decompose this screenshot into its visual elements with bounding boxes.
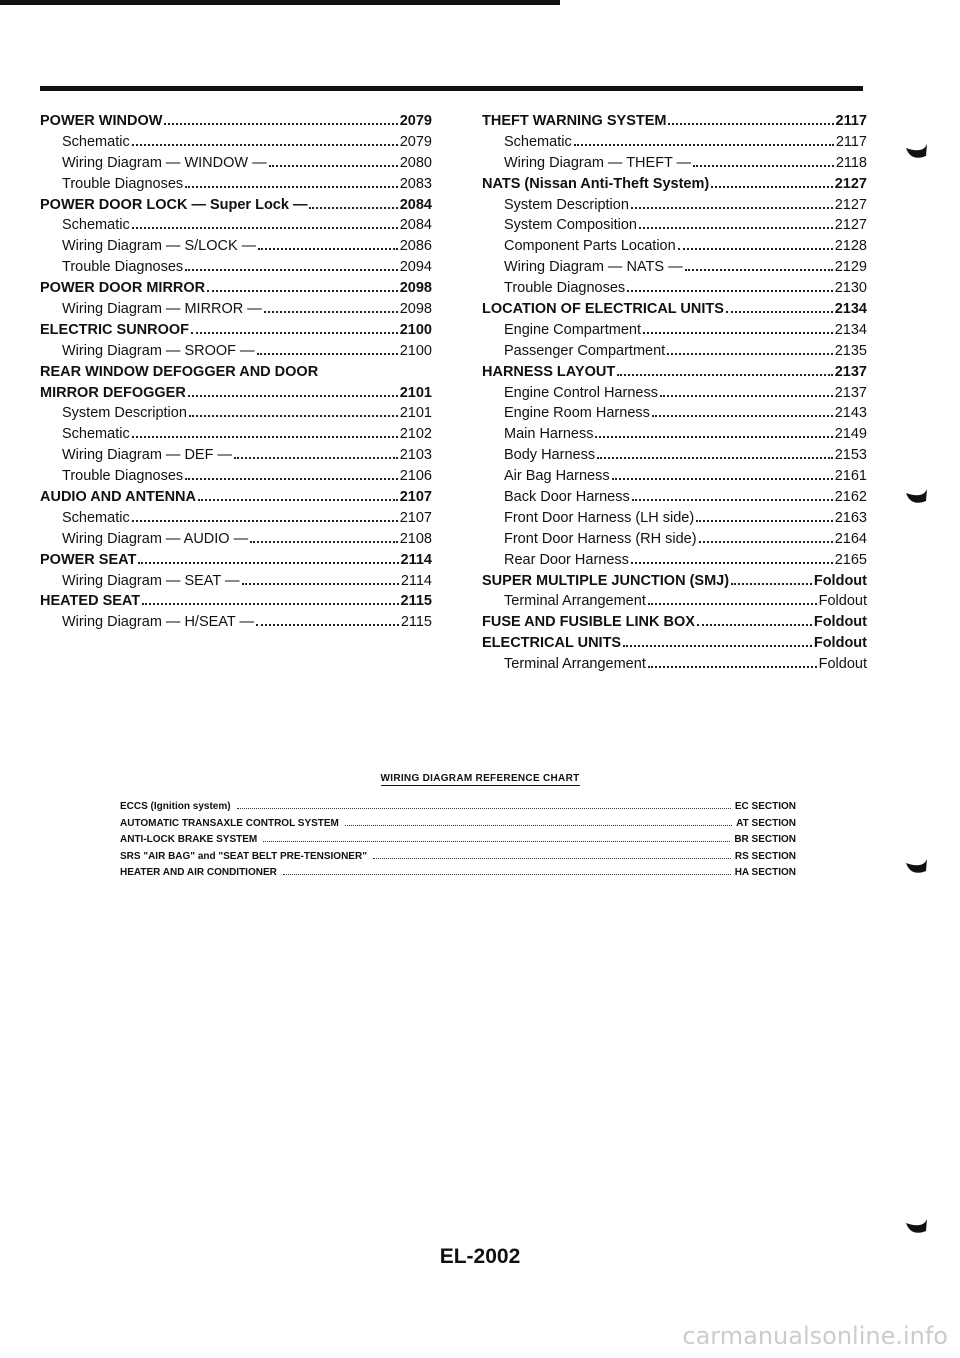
toc-entry-title: Engine Compartment — [504, 321, 642, 338]
toc-entry-page: Foldout — [813, 635, 867, 652]
dot-leader — [256, 624, 399, 626]
binding-mark-icon — [903, 138, 929, 164]
toc-entry — [40, 489, 432, 510]
toc-entry — [40, 531, 432, 552]
toc-entry-page: Foldout — [818, 593, 867, 610]
toc-entry-title: Engine Control Harness — [504, 384, 658, 401]
toc-entry-page: 2162 — [834, 489, 867, 506]
toc-entry-title: THEFT WARNING SYSTEM — [482, 113, 667, 129]
toc-entry — [40, 468, 432, 489]
toc-entry-page: 2084 — [399, 217, 432, 234]
toc-entry — [40, 238, 432, 259]
toc-entry-page: 2100 — [399, 342, 432, 359]
toc-entry-page: 2118 — [835, 154, 867, 171]
toc-entry — [40, 510, 432, 531]
toc-entry-title: Wiring Diagram — SEAT — — [62, 572, 240, 589]
toc-entry-title: Passenger Compartment — [504, 342, 666, 359]
toc-entry-page: 2117 — [835, 133, 867, 150]
toc-entry-page: 2165 — [834, 551, 867, 568]
dot-leader — [207, 290, 398, 292]
toc-entry — [40, 176, 432, 197]
toc-entry — [482, 405, 867, 426]
reference-row — [120, 818, 796, 835]
reference-chart-title: WIRING DIAGRAM REFERENCE CHART — [380, 773, 580, 784]
toc-entry-title: Component Parts Location — [504, 238, 676, 255]
reference-section: EC SECTION — [734, 801, 796, 812]
toc-entry-title: Wiring Diagram — AUDIO — — [62, 530, 249, 547]
dot-leader — [189, 415, 398, 417]
toc-entry — [40, 552, 432, 573]
toc-right-column — [482, 113, 867, 677]
dot-leader — [132, 227, 398, 229]
dot-leader — [667, 353, 833, 355]
toc-entry — [40, 197, 432, 218]
toc-entry-title: Rear Door Harness — [504, 551, 629, 568]
toc-entry-title: Wiring Diagram — THEFT — — [504, 154, 692, 171]
toc-entry-title: Wiring Diagram — S/LOCK — — [62, 238, 257, 255]
toc-entry — [482, 635, 867, 656]
toc-entry-title: Trouble Diagnoses — [62, 175, 184, 192]
toc-entry — [482, 593, 867, 614]
dot-leader — [185, 478, 398, 480]
toc-entry-page: 2127 — [834, 217, 867, 234]
dot-leader — [264, 311, 398, 313]
reference-section: BR SECTION — [734, 834, 796, 845]
toc-entry-title: Main Harness — [504, 426, 594, 443]
toc-entry — [482, 259, 867, 280]
toc-entry — [482, 385, 867, 406]
toc-entry — [482, 301, 867, 322]
toc-entry — [482, 343, 867, 364]
toc-entry — [40, 280, 432, 301]
toc-entry-title: POWER WINDOW — [40, 113, 163, 129]
toc-entry-page: 2083 — [399, 175, 432, 192]
toc-entry — [482, 552, 867, 573]
toc-entry-page: 2094 — [399, 259, 432, 276]
toc-entry-title: POWER SEAT — [40, 551, 137, 568]
toc-entry-title: SUPER MULTIPLE JUNCTION (SMJ) — [482, 572, 730, 589]
toc-entry — [40, 614, 432, 635]
toc-entry — [40, 155, 432, 176]
toc-entry — [40, 405, 432, 426]
dot-leader — [234, 457, 398, 459]
dot-leader — [132, 520, 398, 522]
reference-row — [120, 867, 796, 884]
toc-entry-title: NATS (Nissan Anti-Theft System) — [482, 175, 710, 192]
toc-entry-title: Wiring Diagram — NATS — — [504, 259, 683, 276]
toc-left-column — [40, 113, 432, 635]
dot-leader — [693, 165, 834, 167]
toc-entry-title: POWER DOOR LOCK — Super Lock — — [40, 196, 308, 213]
dot-leader — [309, 207, 397, 209]
toc-entry — [482, 322, 867, 343]
toc-entry — [482, 447, 867, 468]
toc-entry-page: 2135 — [834, 342, 867, 359]
dot-leader — [198, 499, 398, 501]
toc-entry — [482, 238, 867, 259]
toc-entry-title: Air Bag Harness — [504, 468, 610, 485]
toc-entry-title: LOCATION OF ELECTRICAL UNITS — [482, 301, 724, 318]
dot-leader — [631, 562, 833, 564]
toc-entry-title: HEATED SEAT — [40, 593, 141, 610]
dot-leader — [258, 248, 398, 250]
dot-leader — [697, 624, 812, 626]
dot-leader — [185, 269, 398, 271]
toc-entry-title: Schematic — [504, 133, 572, 150]
dot-leader — [648, 666, 817, 668]
dot-leader — [711, 186, 833, 188]
toc-entry — [482, 468, 867, 489]
toc-entry-title: Trouble Diagnoses — [504, 280, 626, 297]
toc-entry-title: POWER DOOR MIRROR — [40, 280, 206, 297]
binding-mark-icon — [903, 1213, 929, 1239]
page-number: EL-2002 — [439, 1245, 521, 1268]
reference-row — [120, 851, 796, 868]
toc-entry-page: 2100 — [399, 321, 432, 338]
dot-leader — [188, 395, 398, 397]
toc-entry-page: 2107 — [399, 489, 432, 506]
toc-entry-title: System Composition — [504, 217, 637, 234]
toc-entry-title: Wiring Diagram — WINDOW — — [62, 154, 267, 171]
toc-entry — [482, 113, 867, 134]
dot-leader — [685, 269, 833, 271]
toc-entry-page: 2134 — [834, 301, 867, 318]
dot-leader — [617, 374, 833, 376]
toc-entry — [482, 489, 867, 510]
toc-entry-title: Wiring Diagram — SROOF — — [62, 342, 255, 359]
toc-entry — [482, 280, 867, 301]
toc-entry-page: 2108 — [399, 530, 432, 547]
top-edge-rule — [0, 0, 560, 5]
toc-entry-page: 2127 — [834, 175, 867, 192]
dot-leader — [612, 478, 833, 480]
reference-label: AUTOMATIC TRANSAXLE CONTROL SYSTEM — [120, 817, 339, 829]
dot-leader — [242, 583, 399, 585]
toc-entry — [482, 510, 867, 531]
dot-leader — [639, 227, 833, 229]
dot-leader — [345, 825, 732, 826]
dot-leader — [627, 290, 833, 292]
toc-entry-title: MIRROR DEFOGGER — [40, 384, 186, 401]
toc-entry — [482, 217, 867, 238]
toc-entry — [40, 426, 432, 447]
reference-section: AT SECTION — [736, 817, 796, 829]
toc-entry-page: 2137 — [834, 363, 867, 380]
toc-entry-page: 2114 — [400, 572, 432, 589]
toc-entry-title: Schematic — [62, 217, 130, 234]
toc-entry-title: System Description — [504, 196, 629, 213]
dot-leader — [696, 520, 833, 522]
toc-entry-page: 2137 — [834, 384, 867, 401]
toc-entry-page: 2143 — [834, 405, 867, 422]
toc-entry-page: 2079 — [399, 133, 432, 150]
toc-entry-title: Trouble Diagnoses — [62, 259, 184, 276]
toc-entry-page: Foldout — [813, 572, 867, 589]
dot-leader — [574, 144, 834, 146]
toc-entry-title: AUDIO AND ANTENNA — [40, 489, 197, 506]
toc-entry-title: ELECTRIC SUNROOF — [40, 321, 190, 338]
toc-entry-page: 2134 — [834, 321, 867, 338]
toc-entry-title: Body Harness — [504, 447, 596, 464]
toc-entry — [482, 426, 867, 447]
dot-leader — [623, 645, 812, 647]
toc-entry-title: ELECTRICAL UNITS — [482, 635, 622, 652]
toc-entry-page: 2115 — [400, 593, 432, 610]
toc-entry-title: Wiring Diagram — MIRROR — — [62, 301, 262, 318]
dot-leader — [699, 541, 833, 543]
dot-leader — [595, 436, 832, 438]
toc-entry-page: 2102 — [399, 426, 432, 443]
dot-leader — [726, 311, 833, 313]
toc-entry-page: 2107 — [399, 509, 432, 526]
toc-entry — [40, 322, 432, 343]
toc-entry-title: Back Door Harness — [504, 489, 630, 506]
dot-leader — [283, 874, 731, 875]
toc-entry-page: 2086 — [399, 238, 432, 255]
binding-mark-icon — [903, 853, 929, 879]
dot-leader — [648, 603, 817, 605]
toc-entry — [482, 364, 867, 385]
toc-entry-page: 2084 — [399, 196, 432, 213]
toc-entry-title: System Description — [62, 405, 187, 422]
dot-leader — [237, 808, 731, 809]
toc-entry — [482, 656, 867, 677]
dot-leader — [678, 248, 833, 250]
toc-entry — [40, 134, 432, 155]
toc-entry — [482, 176, 867, 197]
toc-entry-title: Schematic — [62, 426, 130, 443]
toc-entry-page: Foldout — [818, 656, 867, 673]
toc-entry — [40, 447, 432, 468]
toc-entry — [482, 531, 867, 552]
toc-entry-title: FUSE AND FUSIBLE LINK BOX — [482, 614, 695, 631]
toc-entry-title: Schematic — [62, 509, 130, 526]
toc-entry-title: Wiring Diagram — H/SEAT — — [62, 614, 255, 631]
toc-entry-page: 2149 — [834, 426, 867, 443]
toc-entry — [482, 573, 867, 594]
dot-leader — [269, 165, 398, 167]
reference-label: SRS "AIR BAG" and "SEAT BELT PRE-TENSIONER" — [120, 850, 367, 862]
reference-chart — [120, 801, 796, 884]
dot-leader — [250, 541, 398, 543]
toc-entry-page: 2130 — [834, 280, 867, 297]
reference-label: ANTI-LOCK BRAKE SYSTEM — [120, 834, 258, 845]
toc-entry-page: 2128 — [834, 238, 867, 255]
toc-entry-title: Front Door Harness (LH side) — [504, 509, 695, 526]
toc-entry-page: 2103 — [399, 447, 432, 464]
toc-entry — [40, 259, 432, 280]
toc-entry-title: HARNESS LAYOUT — [482, 363, 616, 380]
dot-leader — [643, 332, 833, 334]
binding-mark-icon — [903, 483, 929, 509]
dot-leader — [597, 457, 833, 459]
reference-row — [120, 834, 796, 851]
dot-leader — [632, 499, 833, 501]
toc-entry-page: 2115 — [400, 614, 432, 631]
toc-entry-page: 2153 — [834, 447, 867, 464]
toc-entry — [482, 155, 867, 176]
toc-entry-page: 2079 — [399, 113, 432, 129]
toc-entry-page: 2114 — [400, 551, 432, 568]
reference-section: HA SECTION — [734, 867, 796, 878]
toc-entry-title: REAR WINDOW DEFOGGER AND DOOR — [40, 363, 319, 380]
dot-leader — [373, 858, 731, 859]
dot-leader — [191, 332, 398, 334]
reference-row — [120, 801, 796, 818]
toc-entry-page: 2101 — [399, 384, 432, 401]
toc-entry-title: Trouble Diagnoses — [62, 468, 184, 485]
dot-leader — [263, 841, 730, 842]
dot-leader — [132, 436, 398, 438]
dot-leader — [660, 395, 833, 397]
toc-entry — [40, 301, 432, 322]
reference-label: HEATER AND AIR CONDITIONER — [120, 867, 277, 878]
toc-entry-title: Front Door Harness (RH side) — [504, 530, 697, 547]
dot-leader — [631, 207, 833, 209]
dot-leader — [138, 562, 398, 564]
dot-leader — [132, 144, 398, 146]
toc-entry-page: 2161 — [834, 468, 867, 485]
toc-entry-page: 2163 — [834, 509, 867, 526]
toc-entry-title: Engine Room Harness — [504, 405, 650, 422]
dot-leader — [164, 123, 397, 125]
toc-entry-title: Terminal Arrangement — [504, 656, 646, 673]
toc-entry — [482, 197, 867, 218]
toc-entry-page: Foldout — [813, 614, 867, 631]
toc-entry — [40, 113, 432, 134]
toc-entry — [40, 364, 432, 385]
toc-entry-title: Schematic — [62, 133, 130, 150]
dot-leader — [257, 353, 398, 355]
toc-entry — [40, 573, 432, 594]
toc-entry-page: 2080 — [399, 154, 432, 171]
reference-label: ECCS (Ignition system) — [120, 801, 231, 812]
dot-leader — [142, 603, 398, 605]
reference-section: RS SECTION — [734, 850, 796, 862]
toc-entry-page: 2129 — [834, 259, 867, 276]
dot-leader — [731, 583, 812, 585]
toc-entry-page: 2117 — [835, 113, 867, 129]
toc-entry-title: Wiring Diagram — DEF — — [62, 447, 232, 464]
toc-entry-page: 2098 — [399, 280, 432, 297]
header-rule — [40, 86, 863, 91]
toc-entry-title: Terminal Arrangement — [504, 593, 646, 610]
dot-leader — [668, 123, 833, 125]
toc-entry-page: 2101 — [399, 405, 432, 422]
dot-leader — [652, 415, 833, 417]
toc-entry — [40, 385, 432, 406]
toc-entry — [40, 217, 432, 238]
toc-entry-page: 2098 — [399, 301, 432, 318]
toc-entry-page: 2106 — [399, 468, 432, 485]
toc-entry — [482, 614, 867, 635]
toc-entry-page: 2164 — [834, 530, 867, 547]
toc-entry — [40, 343, 432, 364]
toc-entry — [40, 593, 432, 614]
watermark: carmanualsonline.info — [682, 1322, 948, 1350]
dot-leader — [185, 186, 398, 188]
toc-entry-page: 2127 — [834, 196, 867, 213]
toc-entry — [482, 134, 867, 155]
